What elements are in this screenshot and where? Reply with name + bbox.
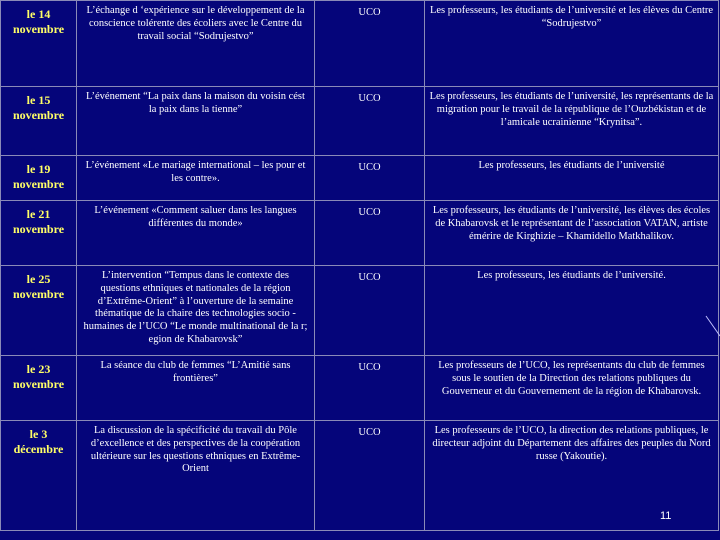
participants-cell: Les professeurs de l’UCO, les représentants du club de femmes sous le soutien de la Direction des relations publiques du Gouverneur et du Gouvernement de la région de Khabarovsk. xyxy=(425,356,719,421)
table-row xyxy=(1,201,719,266)
date-cell: le 23 novembre xyxy=(1,356,77,421)
page-number: 11 xyxy=(660,510,672,522)
date-cell: le 15 novembre xyxy=(1,87,77,156)
date-cell: le 21 novembre xyxy=(1,201,77,266)
table-row xyxy=(1,87,719,156)
participants-cell: Les professeurs, les étudiants de l’université et les élèves du Centre “Sodrujestvo” xyxy=(425,1,719,87)
table-row xyxy=(1,421,719,531)
organizer-cell: UCO xyxy=(315,201,425,266)
event-cell: L’échange d ‘expérience sur le développement de la conscience tolérente des écoliers avec le Centre du travail social “Sodrujestvo” xyxy=(77,1,315,87)
organizer-cell: UCO xyxy=(315,421,425,531)
participants-cell: Les professeurs, les étudiants de l’université xyxy=(425,156,719,201)
participants-cell: Les professeurs de l’UCO, la direction des relations publiques, le directeur adjoint du Département des affaires des peuples du Nord russe (Yakoutie). xyxy=(425,421,719,531)
organizer-cell: UCO xyxy=(315,156,425,201)
event-cell: L’événement “La paix dans la maison du voisin cést la paix dans la tienne” xyxy=(77,87,315,156)
date-cell: le 3 décembre xyxy=(1,421,77,531)
date-cell: le 14 novembre xyxy=(1,1,77,87)
participants-cell: Les professeurs, les étudiants de l’université, les élèves des écoles de Khabarovsk et le représentant de l’association VATAN, artiste émérire de Kirghizie – Khamidello Matkhalikov. xyxy=(425,201,719,266)
participants-cell: Les professeurs, les étudiants de l’université, les représentants de la migration pour le travail de la république de l’Ouzbékistan et de l’amicale ucrainienne “Krynitsa”. xyxy=(425,87,719,156)
participants-cell: Les professeurs, les étudiants de l’université. xyxy=(425,266,719,356)
event-cell: La discussion de la spécificité du travail du Pôle d’excellence et des perspectives de la coopération ultérieure sur les questions ethniques en Extrême-Orient xyxy=(77,421,315,531)
table-row xyxy=(1,1,719,87)
event-cell: La séance du club de femmes “L’Amitié sans frontières” xyxy=(77,356,315,421)
table-row xyxy=(1,266,719,356)
table-row xyxy=(1,156,719,201)
event-cell: L’événement «Comment saluer dans les langues différentes du monde» xyxy=(77,201,315,266)
date-cell: le 25 novembre xyxy=(1,266,77,356)
organizer-cell: UCO xyxy=(315,87,425,156)
decorative-line-icon xyxy=(705,315,720,337)
organizer-cell: UCO xyxy=(315,266,425,356)
organizer-cell: UCO xyxy=(315,356,425,421)
event-cell: L’événement «Le mariage international – les pour et les contre». xyxy=(77,156,315,201)
event-cell: L’intervention “Tempus dans le contexte des questions ethniques et nationales de la région d’Extrême-Orient” à l’ouverture de la semaine thématique de la chaire des technologies socio -humaines de l’UCO “Le monde multinational de la r; egion de Khabarovsk” xyxy=(77,266,315,356)
table-row xyxy=(1,356,719,421)
date-cell: le 19 novembre xyxy=(1,156,77,201)
organizer-cell: UCO xyxy=(315,1,425,87)
